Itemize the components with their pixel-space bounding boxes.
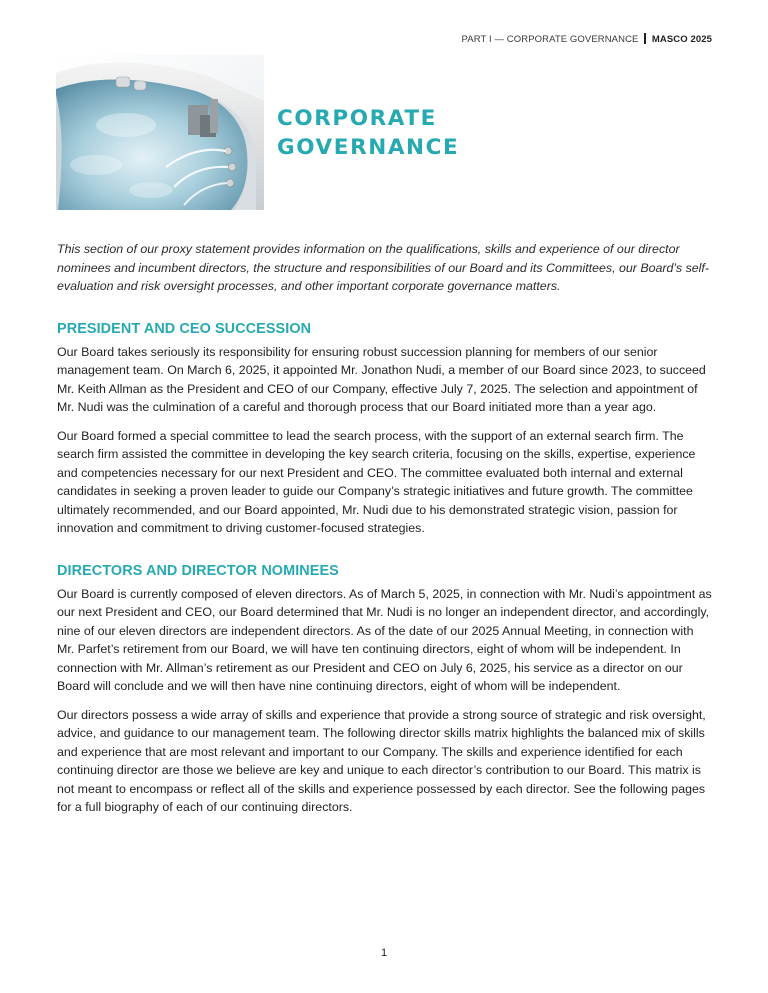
section-title — [277, 104, 459, 162]
header-brand: MASCO 2025 — [651, 34, 712, 45]
body-paragraph: Our Board is currently composed of eleven directors. As of March 5, 2025, in connection with Mr. Nudi’s appointment as our next President and CEO, our Board determined that Mr. Nudi is no longer an independent director, and accordingly, nine of our eleven directors are independent directors. As of the date of our 2025 Annual Meeting, in connection with Mr. Parfet’s retirement from our Board, we will have ten continuing directors, eight of whom will be independent. In connection with Mr. Allman’s retirement as our President and CEO on July 6, 2025, his service as a director on our Board will conclude and we will then have nine continuing directors, eight of whom will be independent. — [57, 586, 712, 693]
hot-tub-illustration — [56, 55, 264, 210]
page-number: 1 — [380, 947, 388, 959]
section-title-line-1: CORPORATE — [277, 106, 437, 131]
header-divider — [644, 33, 645, 44]
body-paragraph: Our Board formed a special committee to lead the search process, with the support of an external search firm. The search firm assisted the committee in developing the key search criteria, focusing on the skills, expertise, experience and competencies necessary for our next President and CEO. The committee evaluated both internal and external candidates in seeking a proven leader to guide our Company’s strategic initiatives and future growth. The committee ultimately recommended, and our Board appointed, Mr. Nudi due to his demonstrated strategic vision, passion for innovation and commitment to driving customer-focused strategies. — [57, 428, 696, 535]
body-paragraph: Our directors possess a wide array of skills and experience that provide a strong source of strategic and risk oversight, advice, and guidance to our management team. The following director skills matrix highlights the balanced mix of skills and experience that are most relevant and important to our Company. The skills and experience identified for each continuing director are those we believe are key and unique to each director’s contribution to our Board. This matrix is not meant to encompass or reflect all of the skills and experience possessed by each director. See the following pages for a full biography of each of our continuing directors. — [57, 707, 706, 814]
body-paragraph: Our Board takes seriously its responsibility for ensuring robust succession planning for members of our senior management team. On March 6, 2025, it appointed Mr. Jonathon Nudi, a member of our Board since 2023, to succeed Mr. Keith Allman as the President and CEO of our Company, effective July 7, 2025. The selection and appointment of Mr. Nudi was the culmination of a careful and thorough process that our Board initiated more than a year ago. — [57, 344, 706, 414]
header-section-label: PART I — CORPORATE GOVERNANCE — [461, 34, 639, 45]
section-heading: DIRECTORS AND DIRECTOR NOMINEES — [57, 562, 339, 579]
section-spacer — [57, 548, 713, 561]
running-header — [462, 33, 712, 45]
main-content — [57, 240, 713, 827]
section-ceo-succession — [57, 319, 713, 538]
intro-paragraph: This section of our proxy statement provides information on the qualifications, skills and experience of our director nominees and incumbent directors, the structure and responsibilities of our Board and its Committees, our Board’s self-evaluation and risk oversight processes, and other important corporate governance matters. — [57, 242, 709, 293]
section-directors — [57, 561, 713, 817]
hero-image — [56, 55, 264, 210]
section-title-line-2: GOVERNANCE — [277, 135, 460, 160]
section-heading: PRESIDENT AND CEO SUCCESSION — [57, 320, 312, 337]
